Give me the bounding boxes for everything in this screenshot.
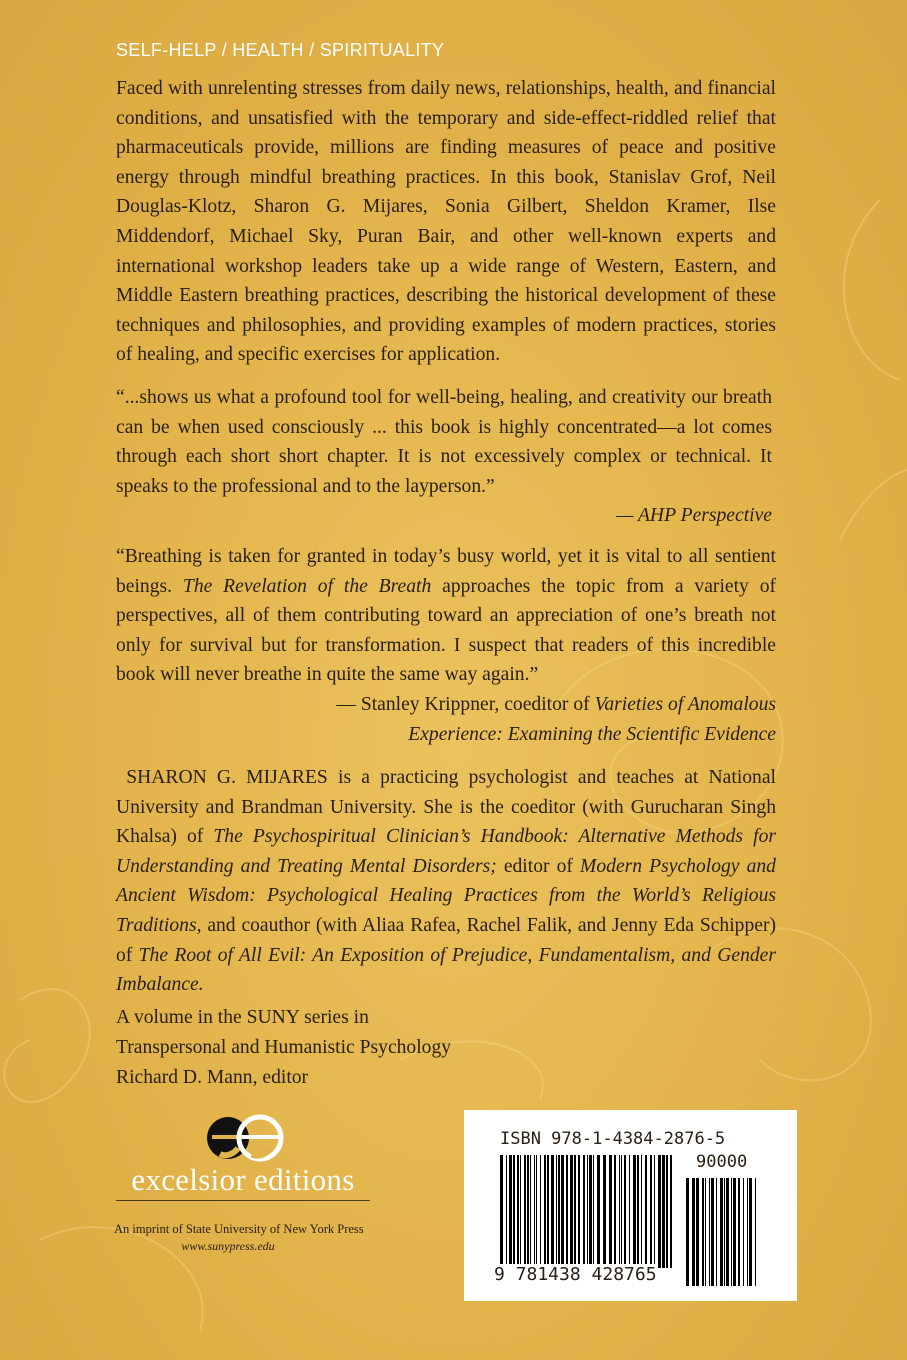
- barcode-bar: [637, 1155, 639, 1268]
- barcode-bar: [716, 1178, 717, 1286]
- bio-title: The Root of All Evil: An Exposition of Prejudice, Fundamentalism, and Gender Imbalance.: [116, 944, 776, 996]
- barcode-bar: [540, 1155, 541, 1268]
- barcode-bar: [709, 1178, 710, 1286]
- barcode-bar: [570, 1155, 573, 1268]
- barcode-bar: [666, 1155, 668, 1268]
- ean-digits: 9 781438 428765: [494, 1264, 657, 1285]
- barcode-bar: [547, 1155, 549, 1268]
- barcode-bar: [609, 1155, 612, 1268]
- barcode-bar: [527, 1155, 529, 1268]
- category-label: SELF-HELP / HEALTH / SPIRITUALITY: [116, 40, 445, 60]
- barcode-bar: [544, 1155, 546, 1268]
- book-description: Faced with unrelenting stresses from daily news, relationships, health, and financial conditions, and unsatisfied with the temporary and side-effect-riddled relief that pharmaceuticals provide, millions are finding measures of peace and positive energy through mindful breathing practices. In this book, Stanislav Grof, Neil Douglas-Klotz, Sharon G. Mijares, Sonia Gilbert, Sheldon Kramer, Ilse Middendorf, Michael Sky, Puran Bair, and other well-known experts and international workshop leaders take up a wide range of Western, Eastern, and Middle Eastern breathing practices, describing the historical development of these techniques and philosophies, and providing examples of modern practices, stories of healing, and specific exercises for application.: [116, 78, 776, 366]
- barcode-bar: [506, 1155, 507, 1268]
- barcode-bar: [513, 1155, 515, 1268]
- barcode-bar: [743, 1178, 744, 1286]
- barcode-bar: [726, 1178, 729, 1286]
- barcode-bar: [524, 1155, 526, 1268]
- barcode-bar: [733, 1178, 736, 1286]
- price-addon-number: 90000: [696, 1152, 748, 1172]
- bio-text: editor of: [496, 855, 581, 877]
- book-title: The Revelation of the Breath: [182, 575, 432, 597]
- barcode-bar: [731, 1178, 732, 1286]
- barcode-bar: [597, 1155, 600, 1268]
- barcode-bar: [536, 1155, 537, 1268]
- isbn-number: ISBN 978-1-4384-2876-5: [500, 1129, 726, 1149]
- barcode-bar: [705, 1178, 706, 1286]
- quote-source: [116, 690, 776, 749]
- barcode-bar: [614, 1155, 616, 1268]
- barcode-bar: [551, 1155, 554, 1268]
- barcode-bar: [621, 1155, 622, 1268]
- bio-text: SHARON G. MIJARES is a practicing psychologist and teaches at National University and Brandman University. She is the coeditor (with Gurucharan Singh Khalsa) of: [116, 767, 776, 848]
- publisher-url: www.sunypress.edu: [181, 1239, 275, 1253]
- author-bio: [116, 763, 776, 1000]
- barcode-bar: [755, 1178, 756, 1286]
- quote-text: [116, 542, 776, 690]
- barcode-bar: [583, 1155, 585, 1268]
- bio-text: and coauthor (with Aliaa Rafea, Rachel Falik, and Jenny Eda Schipper) of: [116, 914, 776, 966]
- barcode-bar: [654, 1155, 655, 1268]
- review-quote-ahp: [116, 383, 772, 531]
- barcode-bar: [658, 1155, 661, 1268]
- barcode-bar: [558, 1155, 560, 1268]
- bio-title: Modern Psychology and Ancient Wisdom: Psychological Healing Practices from the World’s Religious Traditions,: [116, 855, 776, 936]
- barcode-bar: [517, 1155, 519, 1268]
- barcode-bar: [624, 1155, 626, 1268]
- barcode-bar: [645, 1155, 647, 1268]
- barcode-bar: [603, 1155, 606, 1268]
- barcode-bar: [686, 1178, 689, 1286]
- barcode-bar: [711, 1178, 714, 1286]
- barcode-bar: [578, 1155, 580, 1268]
- series-line: Richard D. Mann, editor: [116, 1067, 309, 1088]
- ee-logo-mark: [200, 1108, 290, 1166]
- barcode-bar: [566, 1155, 568, 1268]
- barcode-bar: [720, 1178, 723, 1286]
- barcode-bar: [696, 1178, 699, 1286]
- source-prefix: — Stanley Krippner, coeditor of: [336, 693, 595, 715]
- publisher-name: excelsior editions: [131, 1162, 355, 1197]
- barcode-bar: [619, 1155, 620, 1268]
- source-title: Experience: Examining the Scientific Evidence: [408, 723, 776, 745]
- barcode-bar: [749, 1178, 752, 1286]
- source-title: Varieties of Anomalous: [594, 693, 776, 715]
- barcode-bar: [509, 1155, 512, 1268]
- barcode-bar: [587, 1155, 588, 1268]
- barcode-bar: [724, 1178, 725, 1286]
- barcode-bar: [738, 1178, 740, 1286]
- barcode-bar: [556, 1155, 557, 1268]
- barcode-bar: [500, 1155, 503, 1268]
- quote-text-part: approaches the topic from a variety of perspectives, all of them contributing toward an appreciation of one’s breath not only for survival but for transformation. I suspect that readers of this incredible book will never breathe in quite the same way again.”: [116, 575, 777, 686]
- barcode-bar: [662, 1155, 665, 1268]
- barcode-bar: [561, 1155, 564, 1268]
- barcode-bar: [574, 1155, 576, 1268]
- isbn-barcode: [464, 1110, 797, 1301]
- imprint-line: An imprint of State University of New York Press: [114, 1222, 364, 1236]
- barcode-bar: [534, 1155, 535, 1268]
- barcode-bar: [633, 1155, 636, 1268]
- barcode-bar: [702, 1178, 704, 1286]
- quote-source: — AHP Perspective: [616, 505, 772, 527]
- barcode-bar: [641, 1155, 642, 1268]
- barcode-bar: [629, 1155, 630, 1268]
- barcode-bar: [530, 1155, 531, 1268]
- logo-divider: [116, 1200, 370, 1201]
- series-line: Transpersonal and Humanistic Psychology: [116, 1037, 452, 1058]
- series-info: [116, 1003, 451, 1093]
- barcode-bar: [692, 1178, 695, 1286]
- barcode-bar: [520, 1155, 521, 1268]
- series-line: A volume in the SUNY series in: [116, 1007, 369, 1028]
- review-quote-krippner: [116, 542, 776, 749]
- barcode-bar: [747, 1178, 748, 1286]
- barcode-bar: [589, 1155, 592, 1268]
- bio-title: The Psychospiritual Clinician’s Handbook: Alternative Methods for Understanding and Treating Mental Disorders;: [116, 826, 776, 877]
- barcode-bar: [670, 1155, 672, 1268]
- barcode-bar: [650, 1155, 652, 1268]
- barcode-bar: [593, 1155, 594, 1268]
- quote-text-part: “Breathing is taken for granted in today’s busy world, yet it is vital to all sentient beings.: [116, 546, 776, 597]
- quote-text: “...shows us what a profound tool for well-being, healing, and creativity our breath can be when used consciously ... this book is highly concentrated—a lot comes through each short short chapter. It is not excessively complex or technical. It speaks to the professional and to the layperson.”: [116, 387, 772, 497]
